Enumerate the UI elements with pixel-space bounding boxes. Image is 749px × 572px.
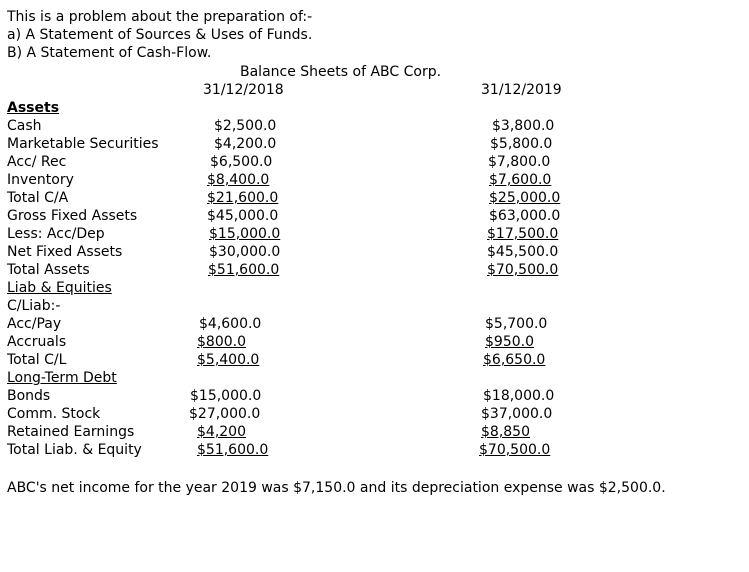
column-header-2018: 31/12/2018 — [203, 82, 284, 98]
value-2018-acc-pay: $4,600.0 — [199, 316, 262, 332]
footer-note: ABC's net income for the year 2019 was $7,150.0 and its depreciation expense was $2,500.0. — [7, 480, 666, 496]
value-2018-total-assets: $51,600.0 — [208, 262, 280, 278]
row-label-net-fixed-assets: Net Fixed Assets — [7, 244, 123, 260]
row-label-bonds: Bonds — [7, 388, 51, 404]
section-assets: Assets — [7, 100, 60, 116]
value-2018-acc-rec: $6,500.0 — [210, 154, 273, 170]
row-label-acc-rec: Acc/ Rec — [7, 154, 67, 170]
value-2019-bonds: $18,000.0 — [483, 388, 555, 404]
value-2019-accruals: $950.0 — [485, 334, 534, 350]
row-label-retained-earnings: Retained Earnings — [7, 424, 135, 440]
value-2018-bonds: $15,000.0 — [190, 388, 262, 404]
row-label-gross-fixed-assets: Gross Fixed Assets — [7, 208, 138, 224]
value-2019-net-fixed-assets: $45,500.0 — [487, 244, 559, 260]
value-2018-total-liab-equity: $51,600.0 — [197, 442, 269, 458]
value-2018-cash: $2,500.0 — [214, 118, 277, 134]
value-2019-retained-earnings: $8,850 — [481, 424, 530, 440]
value-2019-total-ca: $25,000.0 — [489, 190, 561, 206]
row-label-inventory: Inventory — [7, 172, 74, 188]
section-liab-equities: Liab & Equities — [7, 280, 112, 296]
row-label-comm-stock: Comm. Stock — [7, 406, 101, 422]
value-2019-acc-pay: $5,700.0 — [485, 316, 548, 332]
value-2018-marketable-securities: $4,200.0 — [214, 136, 277, 152]
intro-line-1: This is a problem about the preparation of:- — [7, 9, 313, 25]
column-header-2019: 31/12/2019 — [481, 82, 562, 98]
value-2018-inventory: $8,400.0 — [207, 172, 270, 188]
row-label-accruals: Accruals — [7, 334, 67, 350]
intro-line-3: B) A Statement of Cash-Flow. — [7, 45, 212, 61]
row-label-cash: Cash — [7, 118, 42, 134]
section-long-term-debt: Long-Term Debt — [7, 370, 117, 386]
value-2018-retained-earnings: $4,200 — [197, 424, 246, 440]
value-2018-accruals: $800.0 — [197, 334, 246, 350]
row-label-total-ca: Total C/A — [7, 190, 69, 206]
value-2018-total-ca: $21,600.0 — [207, 190, 279, 206]
value-2018-net-fixed-assets: $30,000.0 — [209, 244, 281, 260]
value-2019-acc-dep: $17,500.0 — [487, 226, 559, 242]
value-2018-comm-stock: $27,000.0 — [189, 406, 261, 422]
value-2019-acc-rec: $7,800.0 — [488, 154, 551, 170]
value-2019-comm-stock: $37,000.0 — [481, 406, 553, 422]
value-2019-total-cl: $6,650.0 — [483, 352, 546, 368]
value-2019-gross-fixed-assets: $63,000.0 — [489, 208, 561, 224]
value-2018-gross-fixed-assets: $45,000.0 — [207, 208, 279, 224]
value-2018-acc-dep: $15,000.0 — [209, 226, 281, 242]
row-label-total-assets: Total Assets — [7, 262, 90, 278]
section-current-liabilities: C/Liab:- — [7, 298, 61, 314]
value-2019-marketable-securities: $5,800.0 — [490, 136, 553, 152]
intro-line-2: a) A Statement of Sources & Uses of Funds. — [7, 27, 313, 43]
table-title: Balance Sheets of ABC Corp. — [240, 64, 442, 80]
row-label-acc-pay: Acc/Pay — [7, 316, 62, 332]
value-2018-total-cl: $5,400.0 — [197, 352, 260, 368]
value-2019-inventory: $7,600.0 — [489, 172, 552, 188]
value-2019-total-assets: $70,500.0 — [487, 262, 559, 278]
row-label-total-liab-equity: Total Liab. & Equity — [7, 442, 142, 458]
value-2019-cash: $3,800.0 — [492, 118, 555, 134]
row-label-total-cl: Total C/L — [7, 352, 67, 368]
value-2019-total-liab-equity: $70,500.0 — [479, 442, 551, 458]
row-label-marketable-securities: Marketable Securities — [7, 136, 159, 152]
row-label-acc-dep: Less: Acc/Dep — [7, 226, 105, 242]
